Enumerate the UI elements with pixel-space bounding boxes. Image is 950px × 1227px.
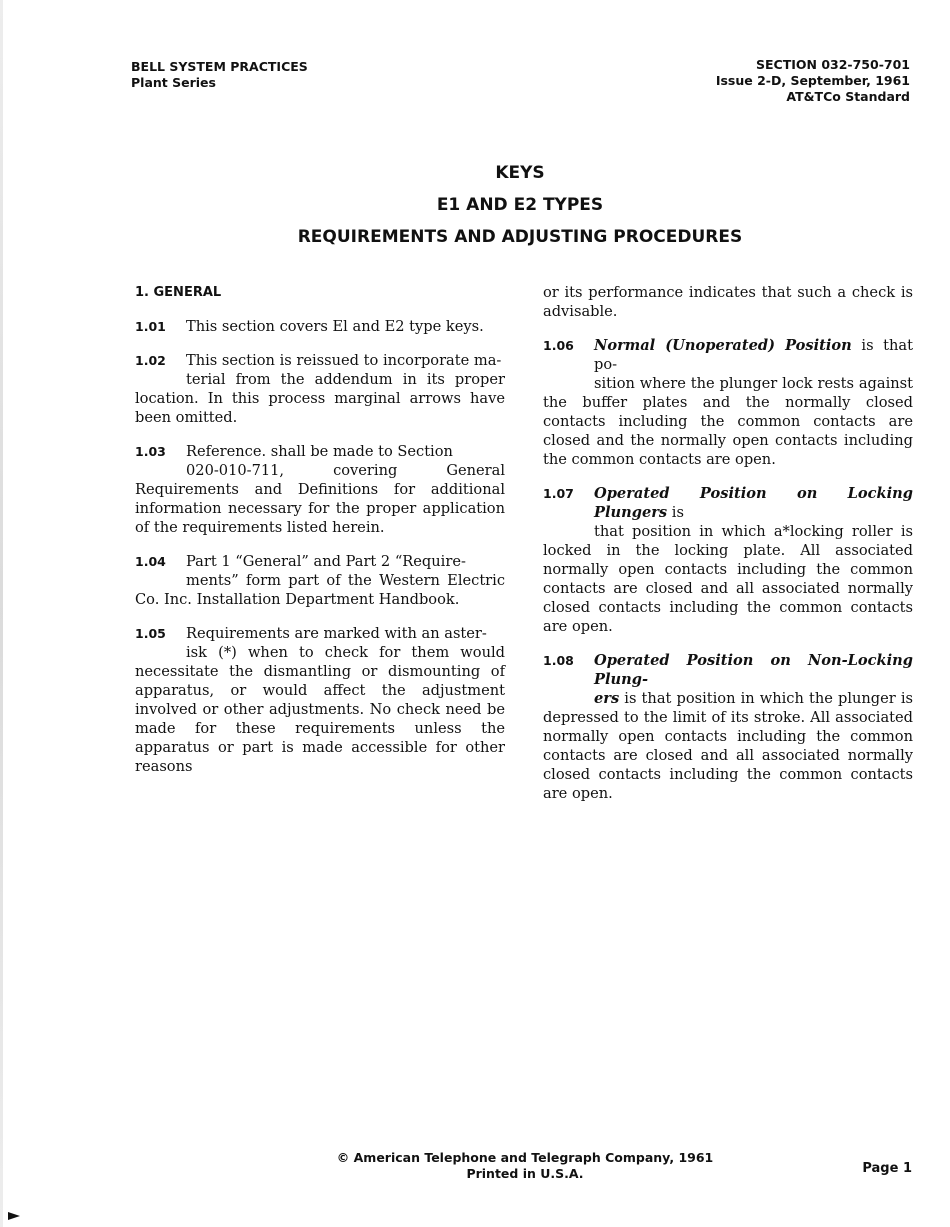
paragraph-rest: that position in which a*locking roller is locked in the locking plate. All associated normally open contacts including the common contacts are closed and all associated normally closed contacts including the common contacts are open. [543, 523, 913, 635]
left-column [135, 283, 505, 791]
defined-term: Normal (Unoperated) Position [594, 337, 852, 354]
paragraph-text [543, 689, 913, 803]
footer [0, 1150, 950, 1182]
paragraph-first-line: This section is reissued to incorporate ma- [186, 352, 502, 369]
paragraph-number: 1.04 [135, 554, 166, 569]
copyright-notice: © American Telephone and Telegraph Company, 1961 [336, 1150, 714, 1165]
defined-term: Operated Position on Locking Plungers [594, 485, 913, 521]
series-subtitle: Plant Series [131, 75, 216, 90]
paragraph-rest: 020-010-711, covering General Requirements and Definitions for additional information necessary for the proper application of the requirements listed herein. [135, 462, 505, 536]
issue-date: Issue 2-D, September, 1961 [715, 73, 910, 88]
paragraph-number: 1.01 [135, 319, 166, 334]
margin-arrow-icon [8, 1212, 20, 1220]
paragraph-text [135, 461, 505, 537]
standard-label: AT&TCo Standard [786, 89, 910, 104]
paragraph-number: 1.07 [543, 486, 574, 501]
paragraph-first-line: is that po- [594, 337, 913, 373]
paragraph-text [135, 571, 505, 609]
paragraph-text: This section covers El and E2 type keys. [186, 318, 484, 335]
paragraph-text [543, 374, 913, 469]
paragraph-first-line: Requirements are marked with an aster- [186, 625, 487, 642]
paragraph-first-line: is [667, 504, 684, 521]
paragraph-1-06 [543, 336, 913, 469]
page-number: Page 1 [862, 1161, 912, 1176]
paragraph-1-08 [543, 651, 913, 803]
paragraph-number: 1.03 [135, 444, 166, 459]
header-left [131, 59, 308, 91]
paragraph-text [135, 643, 505, 776]
title-line-2: E1 AND E2 TYPES [436, 195, 604, 215]
paragraph-number: 1.05 [135, 626, 166, 641]
paragraph-1-05-continued: or its performance indicates that such a check is advisable. [543, 284, 913, 320]
title-line-3: REQUIREMENTS AND ADJUSTING PROCEDURES [297, 227, 743, 247]
paragraph-1-07 [543, 484, 913, 636]
paragraph-first-line: Part 1 “General” and Part 2 “Require- [186, 553, 466, 570]
defined-term: Operated Position on Non-Locking Plung- [594, 652, 913, 688]
series-title: BELL SYSTEM PRACTICES [131, 59, 308, 74]
paragraph-first-line: Reference. shall be made to Section [186, 443, 453, 460]
printed-notice: Printed in U.S.A. [466, 1166, 584, 1181]
paragraph-rest: is that position in which the plunger is depressed to the limit of its stroke. All associated normally open contacts including the common contacts are closed and all associated normally closed contacts including the common contacts are open. [543, 690, 913, 802]
paragraph-rest: ments” form part of the Western Electric Co. Inc. Installation Department Handbook. [135, 572, 505, 608]
paragraph-1-01 [135, 317, 505, 336]
paragraph-1-02 [135, 351, 505, 427]
title-line-1: KEYS [495, 163, 545, 183]
section-number: SECTION 032-750-701 [756, 57, 910, 72]
paragraph-1-03 [135, 442, 505, 537]
paragraph-rest: sition where the plunger lock rests against the buffer plates and the normally closed contacts including the common contacts are closed and the normally open contacts including the common contacts are open. [543, 375, 913, 468]
defined-term-continued: ers [594, 690, 620, 707]
paragraph-text [543, 522, 913, 636]
header-right [716, 57, 910, 105]
right-column [543, 283, 913, 818]
paragraph-number: 1.06 [543, 338, 574, 353]
document-title [0, 162, 950, 258]
paragraph-number: 1.08 [543, 653, 574, 668]
paragraph-number: 1.02 [135, 353, 166, 368]
paragraph-1-04 [135, 552, 505, 609]
paragraph-text [135, 370, 505, 427]
paragraph-rest: terial from the addendum in its proper location. In this process marginal arrows have been omitted. [135, 371, 505, 426]
section-heading: 1. GENERAL [135, 285, 222, 300]
paragraph-rest: isk (*) when to check for them would necessitate the dismantling or dismounting of apparatus, or would affect the adjustment involved or other adjustments. No check need be made for these requirements unless the apparatus or part is made accessible for other reasons [135, 644, 505, 775]
paragraph-1-05 [135, 624, 505, 776]
